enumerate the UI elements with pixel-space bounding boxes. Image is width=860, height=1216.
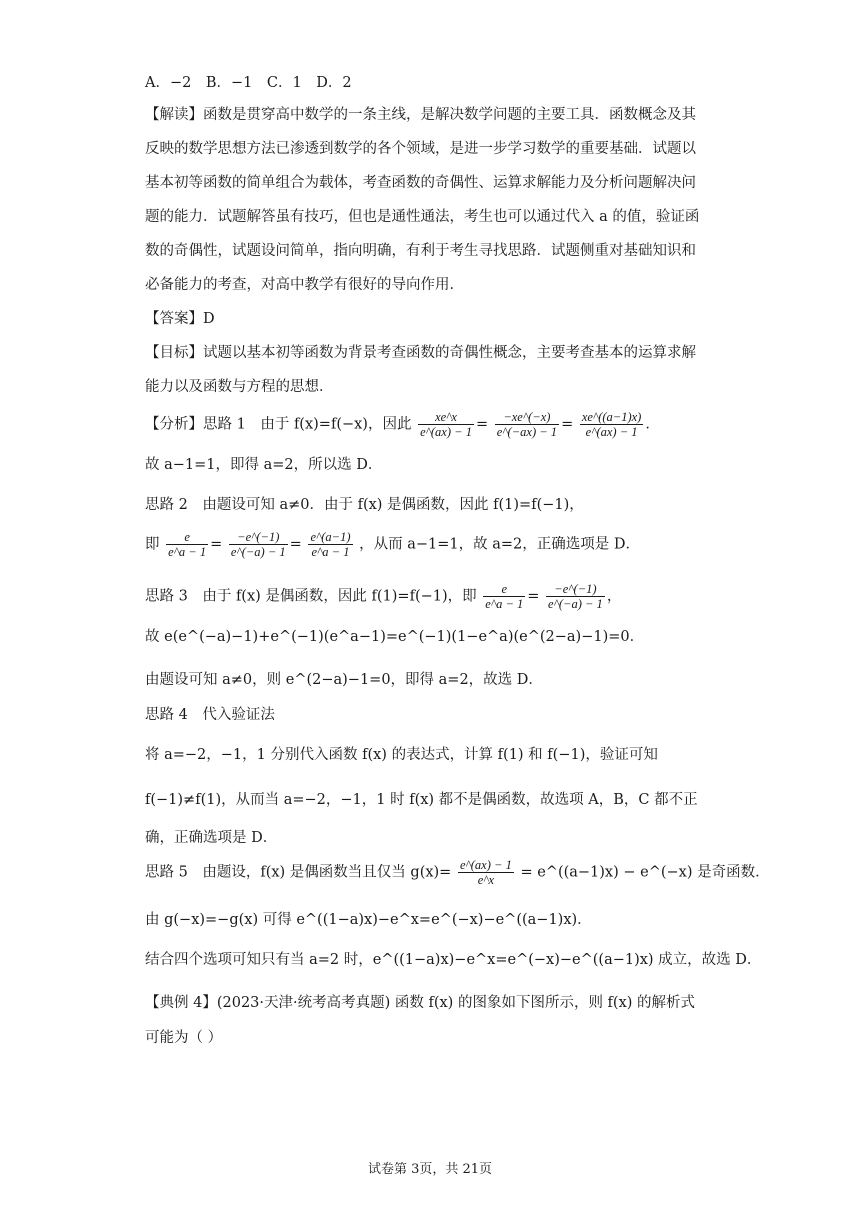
fraction: $\frac{e\^{}(a-1)}{e\^{}a - 1}$: [310, 530, 351, 559]
analysis-idea-4-line: f(−1)≠f(1)，从而当 a=−2，−1，1 时 f(x) 都不是偶函数，故选项 A，B，C 都不正: [145, 792, 698, 808]
analysis-idea-2-equation: 即 $\frac{e}{e\^{}a - 1}$ = $\frac{-e\^{}(-1)}{e\^{}(-a) - 1}$ = $\frac{e\^{}(a-1)}{e\^{}a - 1}$ ，从而 a−1=1，故 a=2，正确选项是 D．: [145, 530, 641, 559]
interpretation-line: 反映的数学思想方法已渗透到数学的各个领域，是进一步学习数学的重要基础．试题以: [145, 141, 696, 157]
analysis-idea-1-text: 【分析】思路 1 由于 f(x)=f(−x)，因此: [145, 416, 412, 433]
interpretation-line: 必备能力的考查，对高中教学有很好的导向作用．: [145, 277, 464, 293]
answer-label: 【答案】D: [145, 311, 215, 327]
analysis-idea-5: 思路 5 由题设，f(x) 是偶函数当且仅当 g(x)= $\frac{e\^{}(ax) - 1}{e\^{}x}$ = e^((a−1)x) − e^(−x) 是奇函数．: [145, 858, 770, 887]
example-heading: 【典例 4】(2023·天津·统考高考真题) 函数 f(x) 的图象如下图所示，则 f(x) 的解析式: [145, 995, 696, 1011]
fraction: $\frac{e\^{}(ax) - 1}{e\^{}x}$: [459, 858, 512, 887]
interpretation-line: 【解读】函数是贯穿高中数学的一条主线，是解决数学问题的主要工具．函数概念及其: [145, 107, 696, 123]
page-footer: 试卷第 3页，共 21页: [367, 1162, 493, 1177]
interpretation-line: 题的能力．试题解答虽有技巧，但也是通性通法，考生也可以通过代入 a 的值，验证函: [145, 209, 700, 225]
analysis-idea-4-title: 思路 4 代入验证法: [145, 707, 275, 723]
analysis-idea-5-conclusion: 结合四个选项可知只有当 a=2 时，e^((1−a)x)−e^x=e^(−x)−e^((a−1)x) 成立，故选 D．: [145, 952, 762, 968]
fraction: $\frac{-xe\^{}(-x)}{e\^{}(-ax) - 1}$: [496, 410, 558, 439]
interpretation-line: 数的奇偶性，试题设问简单，指向明确，有利于考生寻找思路．试题侧重对基础知识和: [145, 243, 696, 259]
fraction: $\frac{xe\^{}x}{e\^{}(ax) - 1}$: [420, 410, 472, 439]
example-question: 可能为（ ）: [145, 1030, 223, 1046]
analysis-idea-4-line: 确，正确选项是 D．: [145, 830, 278, 846]
fraction: $\frac{-e\^{}(-1)}{e\^{}(-a) - 1}$: [548, 582, 603, 611]
analysis-idea-3-step: 故 e(e^(−a)−1)+e^(−1)(e^a−1)=e^(−1)(1−e^a)(e^(2−a)−1)=0．: [145, 629, 645, 645]
analysis-idea-1: 【分析】思路 1 由于 f(x)=f(−x)，因此 $\frac{xe\^{}x}{e\^{}(ax) - 1}$ = $\frac{-xe\^{}(-x)}{e\^{}(-ax) - 1}$ = $\frac{xe\^{}((a-1)x)}{e\^{}(ax) - 1}$ ．: [145, 410, 660, 439]
analysis-idea-3-conclusion: 由题设可知 a≠0，则 e^(2−a)−1=0，即得 a=2，故选 D．: [145, 672, 543, 688]
analysis-idea-4-line: 将 a=−2，−1，1 分别代入函数 f(x) 的表达式，计算 f(1) 和 f(−1)，验证可知: [145, 747, 658, 763]
answer-options: A．−2 B．−1 C．1 D．2: [145, 75, 352, 91]
analysis-idea-3: 思路 3 由于 f(x) 是偶函数，因此 f(1)=f(−1)，即 $\frac{e}{e\^{}a - 1}$ = $\frac{-e\^{}(-1)}{e\^{}(-a) - 1}$ ，: [145, 582, 622, 611]
analysis-idea-2: 思路 2 由题设可知 a≠0．由于 f(x) 是偶函数，因此 f(1)=f(−1)，: [145, 497, 584, 513]
interpretation-line: 基本初等函数的简单组合为载体，考查函数的奇偶性、运算求解能力及分析问题解决问: [145, 175, 696, 191]
goal-line: 能力以及函数与方程的思想．: [145, 379, 334, 395]
fraction: $\frac{e}{e\^{}a - 1}$: [168, 530, 207, 559]
fraction: $\frac{-e\^{}(-1)}{e\^{}(-a) - 1}$: [230, 530, 286, 559]
fraction: $\frac{e}{e\^{}a - 1}$: [485, 582, 524, 611]
goal-line: 【目标】试题以基本初等函数为背景考查函数的奇偶性概念，主要考查基本的运算求解: [145, 345, 696, 361]
analysis-idea-1-conclusion: 故 a−1=1，即得 a=2，所以选 D．: [145, 457, 383, 473]
analysis-idea-5-step: 由 g(−x)=−g(x) 可得 e^((1−a)x)−e^x=e^(−x)−e^((a−1)x)．: [145, 912, 592, 928]
fraction: $\frac{xe\^{}((a-1)x)}{e\^{}(ax) - 1}$: [581, 410, 642, 439]
